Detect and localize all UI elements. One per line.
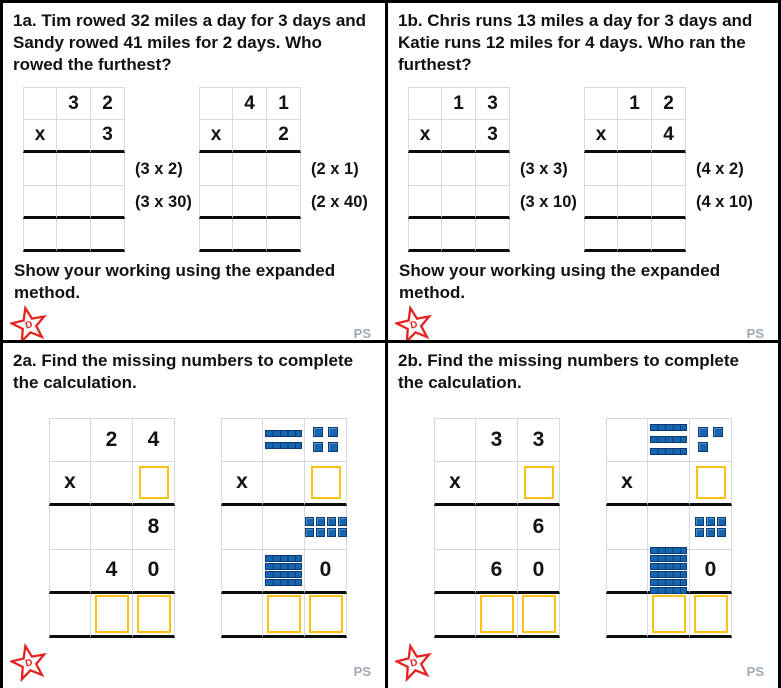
partial-product-label [510,219,584,252]
grid-cell [434,506,476,550]
grid-cell [221,594,263,638]
grid-cell [305,462,347,506]
partial-product-label [125,120,199,153]
grid-cell [263,594,305,638]
grid-cell [648,418,690,462]
grid-cell [408,186,442,219]
partial-product-label [301,120,375,153]
grid-cell [305,594,347,638]
grid-row [221,418,347,462]
grid-cell: 3 [57,87,91,120]
grid-cell [652,219,686,252]
grid-row [434,462,560,506]
answer-box[interactable] [139,466,169,499]
grid-cell [267,219,301,252]
grid-cell [23,87,57,120]
quadrant-2a [3,343,388,688]
grid-cell [408,153,442,186]
multiplication-grid-2b-numbers [434,418,560,638]
grid-cell [233,186,267,219]
grid-cell [618,120,652,153]
grid-cell [267,186,301,219]
partial-product-label: (2 x 1) [311,160,359,179]
grid-cell: 1 [267,87,301,120]
grid-cell [584,219,618,252]
grid-cell: 3 [476,418,518,462]
grid-cell [434,550,476,594]
grid-cell: x [584,120,618,153]
grid-cell [199,219,233,252]
grid-cell: x [408,120,442,153]
grid-cell [305,506,347,550]
grid-row [606,550,732,594]
grid-row [199,153,375,186]
ps-badge: PS [746,325,764,341]
question-text-2b: 2b. Find the missing numbers to complete the calculation. [398,351,739,392]
grid-row [23,186,199,219]
grid-cell [584,153,618,186]
grid-row [199,219,375,252]
grid-row [49,550,175,594]
grid-cell: 4 [652,120,686,153]
grid-row [199,186,375,219]
grid-row [23,153,199,186]
grid-cell [652,153,686,186]
grid-cell [648,550,690,594]
grid-cell [606,418,648,462]
quadrant-footer [398,304,768,343]
grid-row [408,186,584,219]
grid-cell [23,186,57,219]
answer-box[interactable] [694,595,728,633]
partial-product-label [510,87,584,120]
grid-cell [606,594,648,638]
grid-cell [476,462,518,506]
grid-row [49,418,175,462]
ones-units-icon [313,427,338,452]
grid-cell [690,462,732,506]
partial-product-label [686,87,760,120]
grid-row [584,120,760,153]
grid-cell [476,506,518,550]
grid-cell: 3 [91,120,125,153]
grid-cell [476,153,510,186]
grid-cell [221,550,263,594]
answer-box[interactable] [480,595,514,633]
quadrant-footer [398,642,768,684]
grid-row [408,120,584,153]
instruction-text-1a: Show your working using the expanded method. [14,261,336,302]
grid-cell [434,418,476,462]
partial-product-label: (3 x 2) [135,160,183,179]
grid-cell: 0 [518,550,560,594]
grid-cell: 2 [652,87,686,120]
grid-cell: 8 [133,506,175,550]
answer-box[interactable] [95,595,129,633]
grid-row [408,219,584,252]
partial-product-label: (2 x 40) [311,193,368,212]
multiplication-grid-2a-numbers [49,418,175,638]
grid-row [221,550,347,594]
tens-rod-stack-icon [650,547,687,594]
answer-box[interactable] [267,595,301,633]
grid-cell [618,186,652,219]
grid-cell [408,219,442,252]
ps-badge: PS [746,664,764,679]
grid-cell [618,219,652,252]
grid-cell [263,550,305,594]
grid-cell: 2 [267,120,301,153]
ps-badge: PS [353,325,371,341]
grid-cell [305,418,347,462]
grid-row [606,506,732,550]
grid-cell [263,506,305,550]
answer-box[interactable] [309,595,343,633]
answer-box[interactable] [137,595,171,633]
grid-row [606,418,732,462]
grid-cell [49,550,91,594]
grid-cell [606,506,648,550]
tens-rod-stack-icon [265,555,302,586]
grid-row [221,594,347,638]
partial-product-label [125,87,199,120]
grid-cell [476,219,510,252]
grid-cell [606,550,648,594]
partial-product-label: (4 x 2) [696,160,744,179]
grid-cell: 3 [476,87,510,120]
grid-cell: 0 [690,550,732,594]
star-letter: D [24,319,34,332]
grid-cell [442,153,476,186]
grid-cell [233,153,267,186]
partial-product-label [301,87,375,120]
grid-row [49,594,175,638]
grid-cell [584,87,618,120]
grid-cell: x [23,120,57,153]
tens-rods-icon [650,424,687,455]
partial-product-label [125,219,199,252]
grid-row [199,120,375,153]
grid-cell [648,594,690,638]
grid-row [434,594,560,638]
partial-product-label [301,219,375,252]
grid-cell: 0 [305,550,347,594]
working-grids-1b [408,87,768,252]
grid-cell: x [221,462,263,506]
answer-box[interactable] [524,466,554,499]
grid-row [49,462,175,506]
grid-row [434,506,560,550]
grid-cell [442,219,476,252]
grid-cell [133,462,175,506]
question-text-2a: 2a. Find the missing numbers to complete the calculation. [13,351,354,392]
grid-cell [57,120,91,153]
grid-cell [221,418,263,462]
ones-units-icon [305,517,347,537]
answer-box[interactable] [311,466,341,499]
grid-cell [518,462,560,506]
grid-cell [23,153,57,186]
grid-row [199,87,375,120]
quadrant-1a [3,3,388,343]
multiplication-grid-2a-blocks [221,418,347,638]
grid-row [434,550,560,594]
depth-star-icon [10,642,48,683]
grid-cell [233,120,267,153]
grid-cell [49,506,91,550]
grid-cell [57,219,91,252]
star-letter: D [409,319,419,332]
working-grids-1a [23,87,375,252]
grid-cell: 4 [91,550,133,594]
grid-cell [648,462,690,506]
grid-cell [442,120,476,153]
grid-cell: x [606,462,648,506]
grid-cell [133,594,175,638]
instruction-text-1b: Show your working using the expanded method. [399,261,721,302]
multiplication-grid-1a-left [23,87,199,252]
partial-product-label [686,120,760,153]
grid-cell [23,219,57,252]
answer-box[interactable] [522,595,556,633]
grid-cell: 2 [91,418,133,462]
grid-row [23,219,199,252]
partial-product-label [510,120,584,153]
grid-cell [690,418,732,462]
grid-cell: x [434,462,476,506]
working-grids-2b [434,418,768,638]
answer-box[interactable] [652,595,686,633]
ps-badge: PS [353,664,371,679]
grid-cell: 6 [518,506,560,550]
grid-cell: 3 [518,418,560,462]
grid-cell [91,462,133,506]
multiplication-grid-1b-right [584,87,760,252]
depth-star-icon [395,642,433,683]
answer-box[interactable] [696,466,726,499]
grid-cell [267,153,301,186]
grid-cell [49,418,91,462]
grid-cell [91,219,125,252]
depth-star-icon [10,304,48,343]
grid-cell [233,219,267,252]
grid-cell [199,186,233,219]
grid-cell [648,506,690,550]
quadrant-footer [13,642,375,684]
grid-cell [652,186,686,219]
grid-cell [91,506,133,550]
grid-cell [199,153,233,186]
grid-cell [91,186,125,219]
grid-cell [221,506,263,550]
grid-row [408,153,584,186]
grid-cell [49,594,91,638]
grid-cell [476,186,510,219]
grid-row [434,418,560,462]
grid-cell [476,594,518,638]
grid-row [23,87,199,120]
question-text-1b: 1b. Chris runs 13 miles a day for 3 days and Katie runs 12 miles for 4 days. Who ran the furthest? [398,11,753,74]
star-letter: D [409,657,419,670]
grid-cell: 4 [133,418,175,462]
grid-row [584,87,760,120]
grid-cell [263,462,305,506]
ones-units-icon [698,427,723,452]
multiplication-grid-2b-blocks [606,418,732,638]
grid-cell: 0 [133,550,175,594]
partial-product-label [686,219,760,252]
grid-cell [263,418,305,462]
grid-cell: 3 [476,120,510,153]
grid-cell [442,186,476,219]
grid-cell: x [199,120,233,153]
grid-row [584,186,760,219]
partial-product-label: (3 x 30) [135,193,192,212]
ones-units-icon [695,517,726,537]
grid-cell [408,87,442,120]
multiplication-grid-1b-left [408,87,584,252]
grid-row [23,120,199,153]
grid-row [408,87,584,120]
question-text-1a: 1a. Tim rowed 32 miles a day for 3 days and Sandy rowed 41 miles for 2 days. Who rowed the furthest? [13,11,367,74]
grid-cell [57,153,91,186]
partial-product-label: (3 x 10) [520,193,577,212]
partial-product-label: (4 x 10) [696,193,753,212]
depth-star-icon [395,304,433,343]
grid-cell: 6 [476,550,518,594]
grid-row [49,506,175,550]
grid-row [606,462,732,506]
grid-cell: 4 [233,87,267,120]
grid-cell [518,594,560,638]
working-grids-2a [49,418,375,638]
grid-cell [690,506,732,550]
star-letter: D [24,657,34,670]
quadrant-2b [388,343,778,688]
grid-cell [91,594,133,638]
grid-cell: 1 [618,87,652,120]
grid-row [584,219,760,252]
grid-cell: 1 [442,87,476,120]
grid-cell [57,186,91,219]
grid-cell: 2 [91,87,125,120]
quadrant-footer [13,304,375,343]
grid-row [221,462,347,506]
grid-cell [584,186,618,219]
grid-cell [618,153,652,186]
multiplication-grid-1a-right [199,87,375,252]
grid-cell [199,87,233,120]
grid-row [606,594,732,638]
grid-cell: x [49,462,91,506]
grid-cell [690,594,732,638]
grid-row [584,153,760,186]
quadrant-1b [388,3,778,343]
grid-row [221,506,347,550]
partial-product-label: (3 x 3) [520,160,568,179]
tens-rods-icon [265,430,302,449]
grid-cell [434,594,476,638]
grid-cell [91,153,125,186]
